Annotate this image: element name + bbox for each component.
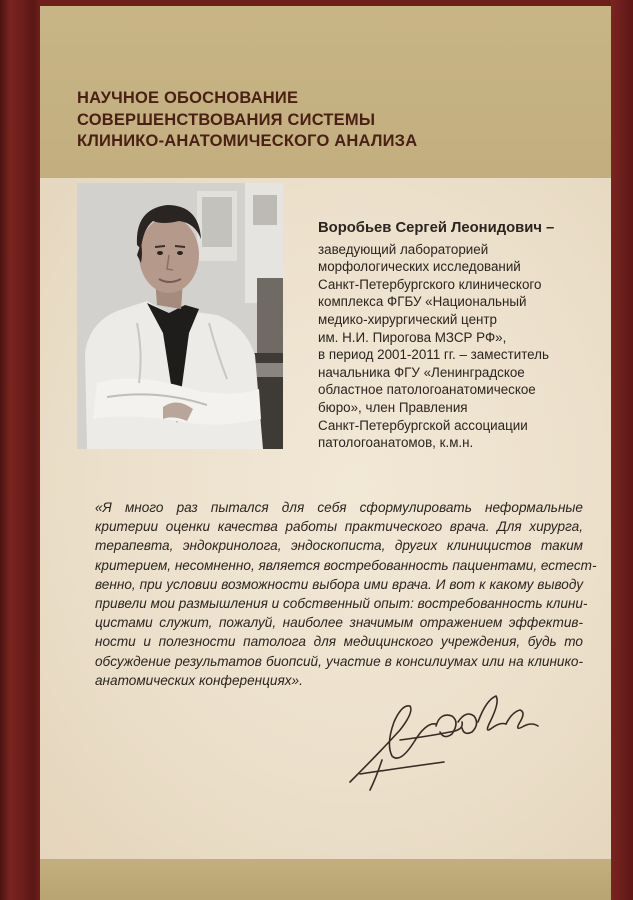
title-line: КЛИНИКО-АНАТОМИЧЕСКОГО АНАЛИЗА: [77, 132, 418, 150]
quote-line: терапевта, эндокринолога, эндоскописта, других клиницистов таким: [95, 538, 583, 554]
bottom-band: [40, 859, 611, 900]
bio-line: Санкт-Петербургского клинического: [318, 276, 542, 292]
author-bio: [318, 220, 608, 452]
quote-line: венно, при условии возможности выбора ими врача. И вот к какому выводу: [95, 576, 583, 592]
quote-line: анатомических конференциях».: [95, 672, 303, 688]
quote-line: критерии оценки качества работы практического врача. Для хирурга,: [95, 519, 583, 535]
bio-line: медико-хирургический центр: [318, 311, 497, 327]
author-quote: [95, 498, 597, 690]
quote-line: обсуждение результатов биопсий, участие в консилиумах или на клинико-: [95, 653, 583, 669]
bio-line: им. Н.И. Пирогова МЗСР РФ»,: [318, 329, 507, 345]
right-edge: [611, 0, 633, 900]
handwritten-signature: [340, 682, 550, 797]
quote-line: привели мои размышления и собственный опыт: востребованность клини-: [95, 596, 588, 612]
bio-line: патологоанатомов, к.м.н.: [318, 435, 474, 451]
bio-line: морфологических исследований: [318, 259, 521, 275]
bio-line: Санкт-Петербургской ассоциации: [318, 417, 528, 433]
bio-line: заведующий лабораторией: [318, 241, 489, 257]
author-name: Воробьев Сергей Леонидович –: [318, 220, 555, 236]
bio-line: комплекса ФГБУ «Национальный: [318, 294, 527, 310]
author-photo: [77, 183, 283, 449]
title-line: СОВЕРШЕНСТВОВАНИЯ СИСТЕМЫ: [77, 110, 376, 129]
bio-line: начальника ФГУ «Ленинградское: [318, 364, 525, 380]
quote-line: ности и полезности патолога для медицинского учреждения, будь то: [95, 634, 583, 650]
bio-line: в период 2001-2011 гг. – заместитель: [318, 347, 549, 363]
bio-line: областное патологоанатомическое: [318, 382, 536, 398]
book-title: [77, 88, 527, 153]
quote-line: «Я много раз пытался для себя сформулировать неформальные: [95, 500, 583, 515]
bio-line: бюро», член Правления: [318, 399, 468, 415]
quote-line: критерием, несомненно, является востребованность пациентами, естест-: [95, 557, 597, 573]
title-line: НАУЧНОЕ ОБОСНОВАНИЕ: [77, 89, 299, 107]
quote-line: цистами служит, пожалуй, наиболее значимым отражением эффектив-: [95, 615, 583, 631]
